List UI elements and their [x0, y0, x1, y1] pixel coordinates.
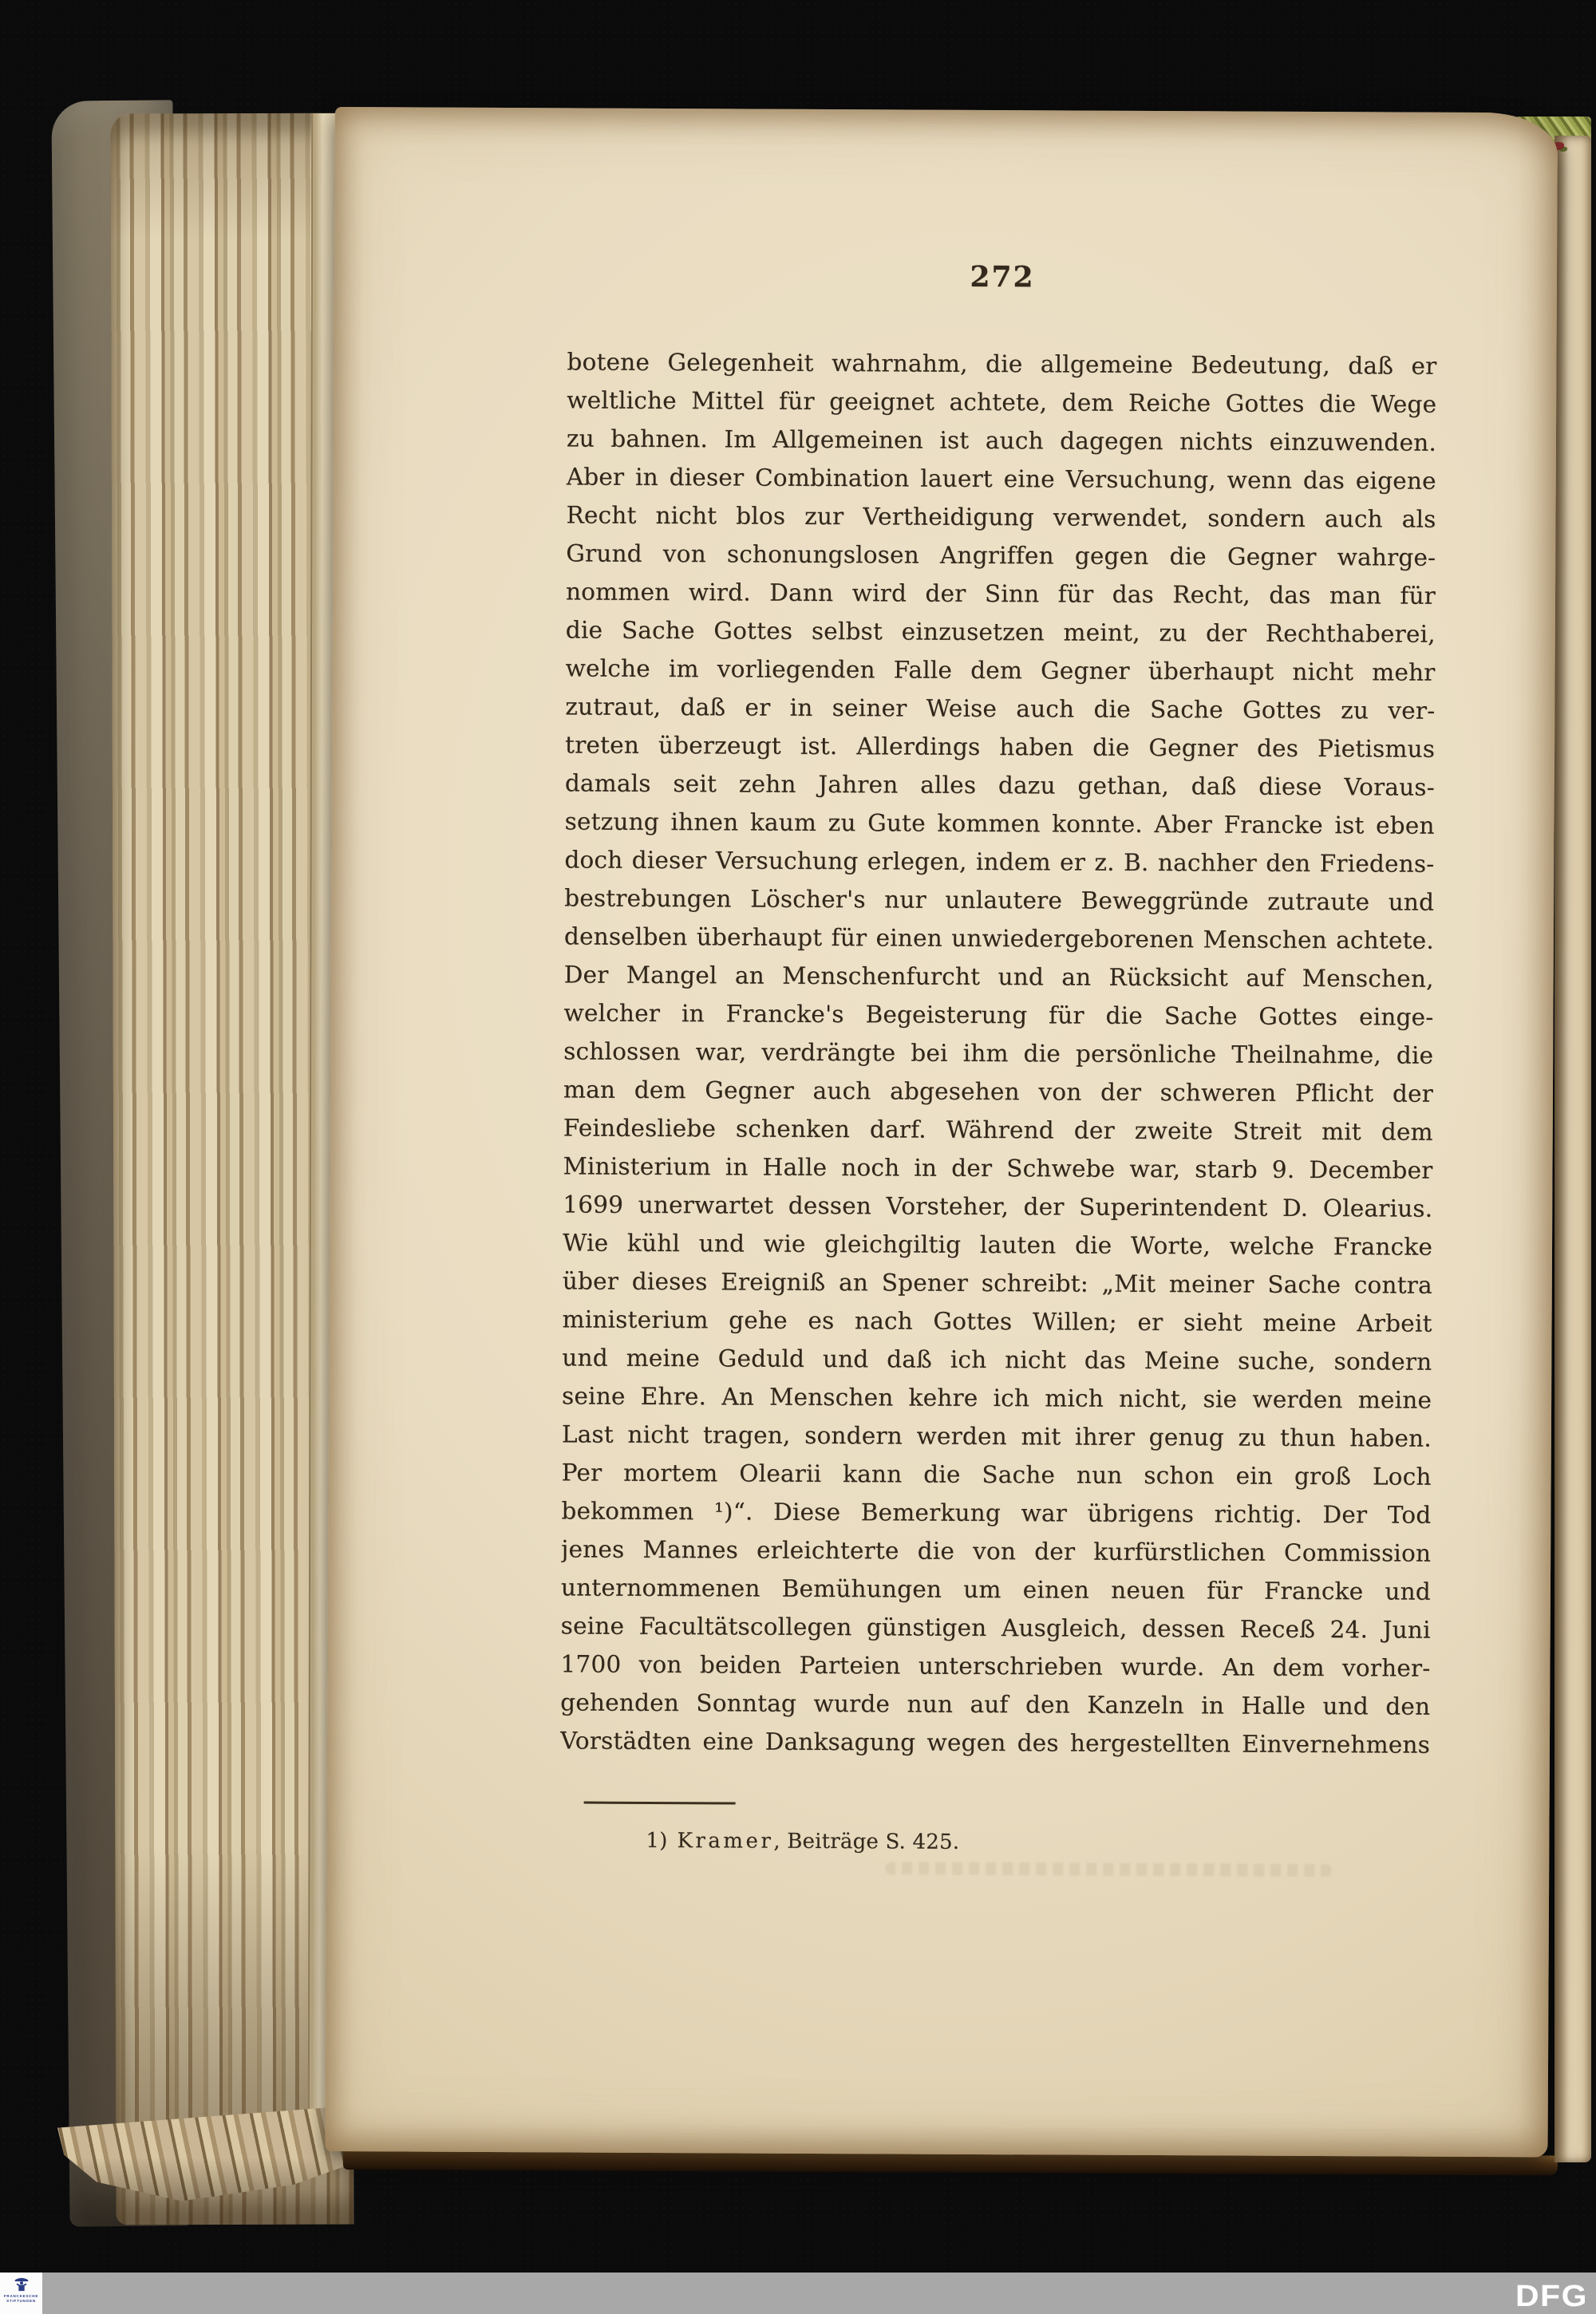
body-text-line: bestrebungen Löscher's nur unlautere Beweggründe zutraute und	[564, 884, 1435, 916]
body-text-line: welche im vorliegenden Falle dem Gegner überhaupt nicht mehr	[565, 654, 1436, 686]
library-name-line1: FRANCKESCHE	[3, 2294, 39, 2298]
book-page	[325, 107, 1558, 2157]
body-text-line: unternommenen Bemühungen um einen neuen für Francke und	[560, 1574, 1432, 1605]
body-text-block	[560, 342, 1437, 1763]
body-text-line: doch dieser Versuchung erlegen, indem er z. B. nachher den Friedens-	[564, 846, 1435, 878]
opposite-page-sliver	[1555, 136, 1591, 2162]
footnote-marker: 1)	[646, 1828, 668, 1854]
body-text-line: die Sache Gottes selbst einzusetzen meint, zu der Rechthaberei,	[565, 616, 1436, 648]
body-text-line: Wie kühl und wie gleichgiltig lauten die Worte, welche Francke	[562, 1229, 1433, 1261]
body-text-line: 1700 von beiden Parteien unterschrieben wurde. An dem vorher-	[560, 1650, 1431, 1682]
body-text-line: 1699 unerwartet dessen Vorsteher, der Superintendent D. Olearius.	[563, 1191, 1433, 1222]
body-text-line: schlossen war, verdrängte bei ihm die persönliche Theilnahme, die	[563, 1037, 1434, 1069]
body-text-line: ministerium gehe es nach Gottes Willen; er sieht meine Arbeit	[562, 1305, 1432, 1337]
body-text-line: Ministerium in Halle noch in der Schwebe war, starb 9. December	[563, 1152, 1433, 1184]
body-text-line: gehenden Sonntag wurde nun auf den Kanzeln in Halle und den	[560, 1688, 1431, 1720]
page-surface	[325, 107, 1558, 2157]
footnote	[646, 1829, 959, 1854]
body-text-line: damals seit zehn Jahren alles dazu gethan, daß diese Voraus-	[564, 769, 1435, 801]
body-text-line: bekommen ¹)“. Diese Bemerkung war übrigens richtig. Der Tod	[561, 1497, 1432, 1529]
francke-foundations-icon	[13, 2275, 30, 2292]
body-text-line: Grund von schonungslosen Angriffen gegen die Gegner wahrge-	[566, 539, 1436, 571]
body-text-line: über dieses Ereigniß an Spener schreibt: „Mit meiner Sache contra	[562, 1267, 1432, 1299]
body-text-line: jenes Mannes erleichterte die von der kurfürstlichen Commission	[561, 1535, 1432, 1567]
dfg-logo: DFG	[1515, 2278, 1588, 2313]
body-text-line: denselben überhaupt für einen unwiedergeborenen Menschen achtete.	[563, 922, 1434, 954]
body-text-line: Per mortem Olearii kann die Sache nun schon ein groß Loch	[561, 1459, 1432, 1491]
library-name-line2: STIFTUNGEN	[6, 2298, 36, 2303]
body-text-line: nommen wird. Dann wird der Sinn für das Recht, das man für	[565, 578, 1436, 610]
body-text-line: Vorstädten eine Danksagung wegen des hergestellten Einvernehmens	[559, 1727, 1431, 1759]
ink-show-through	[885, 1862, 1332, 1877]
body-text-line: weltliche Mittel für geeignet achtete, dem Reiche Gottes die Wege	[567, 386, 1437, 418]
body-text-line: Feindesliebe schenken darf. Während der zweite Streit mit dem	[563, 1114, 1433, 1146]
body-text-line: man dem Gegner auch abgesehen von der schweren Pflicht der	[563, 1076, 1434, 1108]
body-text-line: setzung ihnen kaum zu Gute kommen konnte. Aber Francke ist eben	[564, 808, 1435, 839]
body-text-line: welcher in Francke's Begeisterung für die Sache Gottes einge-	[563, 999, 1434, 1031]
body-text-line: Last nicht tragen, sondern werden mit ihrer genug zu thun haben.	[561, 1420, 1432, 1452]
footnote-text: , Beiträge S. 425.	[773, 1829, 960, 1854]
viewer-footer-bar	[0, 2273, 1596, 2314]
page-number: 272	[970, 259, 1035, 294]
body-text-line: Aber in dieser Combination lauert eine Versuchung, wenn das eigene	[566, 463, 1436, 495]
footnote-separator	[584, 1802, 736, 1805]
body-text-line: Recht nicht blos zur Vertheidigung verwendet, sondern auch als	[566, 501, 1436, 533]
body-text-line: und meine Geduld und daß ich nicht das Meine suche, sondern	[562, 1344, 1432, 1376]
library-logo	[0, 2273, 42, 2314]
body-text-line: seine Facultätscollegen günstigen Ausgleich, dessen Receß 24. Juni	[560, 1612, 1431, 1644]
body-text-line: botene Gelegenheit wahrnahm, die allgemeine Bedeutung, daß er	[567, 348, 1437, 380]
body-text-line: zu bahnen. Im Allgemeinen ist auch dagegen nichts einzuwenden.	[566, 424, 1437, 456]
body-text-line: treten überzeugt ist. Allerdings haben die Gegner des Pietismus	[565, 731, 1436, 763]
footnote-author: Kramer	[677, 1829, 774, 1854]
body-text-line: zutraut, daß er in seiner Weise auch die Sache Gottes zu ver-	[565, 693, 1436, 725]
body-text-line: Der Mangel an Menschenfurcht und an Rücksicht auf Menschen,	[563, 961, 1434, 993]
body-text-line: seine Ehre. An Menschen kehre ich mich nicht, sie werden meine	[562, 1382, 1432, 1414]
